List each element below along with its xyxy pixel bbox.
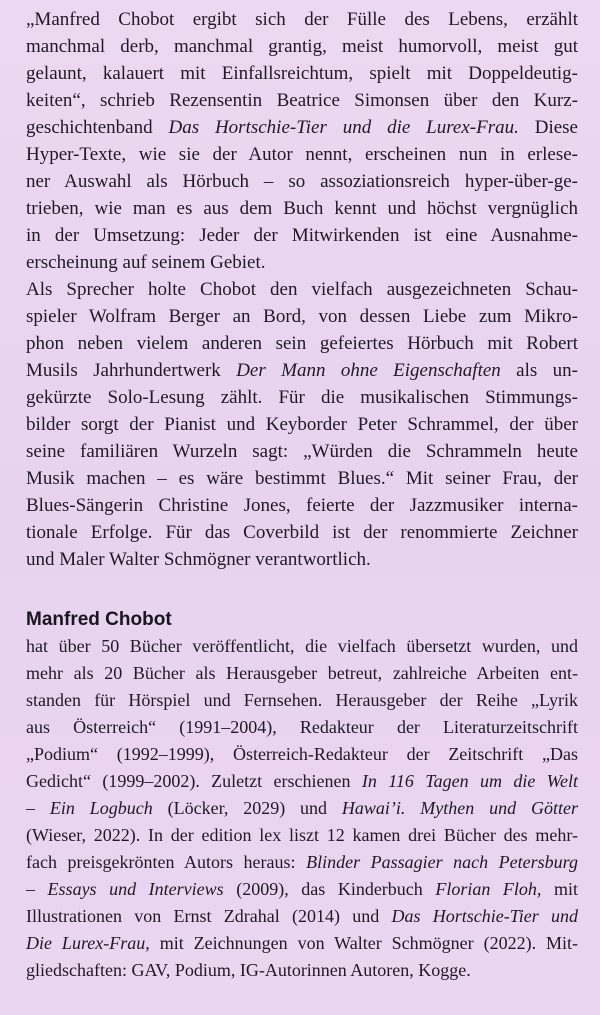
text-line: bilder sorgt der Pianist und Keyborder Peter Schrammel, der über [26,414,578,435]
italic-title: – Essays und Interviews [26,879,224,899]
text-line: tionale Erfolge. Für das Coverbild ist der renommierte Zeichner [26,522,578,543]
text-line: gliedschaften: GAV, Podium, IG-Autorinnen Autoren, Kogge. [26,960,471,980]
italic-title: Die Lurex-Frau, [26,933,150,953]
text-line: standen für Hörspiel und Fernsehen. Herausgeber der Reihe „Lyrik [26,690,578,710]
text-line: trieben, wie man es aus dem Buch kennt und höchst vergnüglich [26,198,578,219]
text-line: gekürzte Solo-Lesung zählt. Für die musikalischen Stimmungs- [26,387,578,408]
author-heading: Manfred Chobot [26,609,172,630]
text-line: seine familiären Wurzeln sagt: „Würden die Schrammeln heute [26,441,578,462]
text-line: in der Umsetzung: Jeder der Mitwirkenden ist eine Ausnahme- [26,225,578,246]
text-line: Hyper-Texte, wie sie der Autor nennt, erscheinen nun in erlese- [26,144,578,165]
text-line: und Maler Walter Schmögner verantwortlich. [26,549,371,570]
text-line [26,849,578,876]
text-line: gelaunt, kalauert mit Einfallsreichtum, spielt mit Doppeldeutig- [26,63,578,84]
text-line [26,795,578,822]
text-line: aus Österreich“ (1991–2004), Redakteur der Literaturzeitschrift [26,717,578,737]
narrator-paragraph [26,276,578,573]
italic-title: Der Mann ohne Eigenschaften [236,360,501,381]
text-line [26,768,578,795]
intro-paragraph [26,6,578,276]
italic-title: Florian Floh, [435,879,542,899]
text-line [26,876,578,903]
text-line: keiten“, schrieb Rezensentin Beatrice Simonsen über den Kurz- [26,90,578,111]
text-line: „Manfred Chobot ergibt sich der Fülle des Lebens, erzählt [26,9,578,30]
italic-title: – Ein Logbuch [26,798,153,818]
text-segment: Illustrationen von Ernst Zdrahal (2014) und [26,906,392,926]
text-line [26,903,578,930]
text-segment: als un- [500,360,578,381]
text-line: Blues-Sängerin Christine Jones, feierte der Jazzmusiker interna- [26,495,578,516]
text-line [26,114,578,141]
text-line: phon neben vielem anderen sein gefeiertes Hörbuch mit Robert [26,333,578,354]
text-segment: Diese [518,117,578,138]
text-segment: geschichtenband [26,117,169,138]
text-line: ner Auswahl als Hörbuch – so assoziationsreich hyper-über-ge- [26,171,578,192]
text-line: (Wieser, 2022). In der edition lex liszt 12 kamen drei Bücher des mehr- [26,825,578,845]
italic-title: Hawai’i. Mythen und Götter [341,798,578,818]
text-segment: Gedicht“ (1999–2002). Zuletzt erschienen [26,771,362,791]
italic-title: Das Hortschie-Tier und die Lurex-Frau. [168,117,519,138]
italic-title: Blinder Passagier nach Petersburg [306,852,578,872]
text-segment: Musils Jahrhundertwerk [26,360,237,381]
italic-title: In 116 Tagen um die Welt [361,771,579,791]
italic-title: Das Hortschie-Tier und [391,906,578,926]
text-segment: (2009), das Kinderbuch [223,879,436,899]
text-line: mehr als 20 Bücher als Herausgeber betreut, zahlreiche Arbeiten ent- [26,663,578,683]
text-line [26,357,578,384]
text-line: „Podium“ (1992–1999), Österreich-Redakteur der Zeitschrift „Das [26,744,578,764]
text-line: Als Sprecher holte Chobot den vielfach ausgezeichneten Schau- [26,279,578,300]
text-segment: fach preisgekrönten Autors heraus: [26,852,307,872]
text-line: hat über 50 Bücher veröffentlicht, die vielfach übersetzt wurden, und [26,636,578,656]
text-line: spieler Wolfram Berger an Bord, von dessen Liebe zum Mikro- [26,306,578,327]
text-line [26,930,578,957]
text-segment: mit [541,879,578,899]
text-line: erscheinung auf seinem Gebiet. [26,252,266,273]
author-bio [26,633,578,984]
text-line: manchmal derb, manchmal grantig, meist humorvoll, meist gut [26,36,578,57]
text-segment: (Löcker, 2029) und [152,798,342,818]
text-line: Musik machen – es wäre bestimmt Blues.“ Mit seiner Frau, der [26,468,578,489]
text-segment: mit Zeichnungen von Walter Schmögner (2022). Mit- [149,933,579,953]
